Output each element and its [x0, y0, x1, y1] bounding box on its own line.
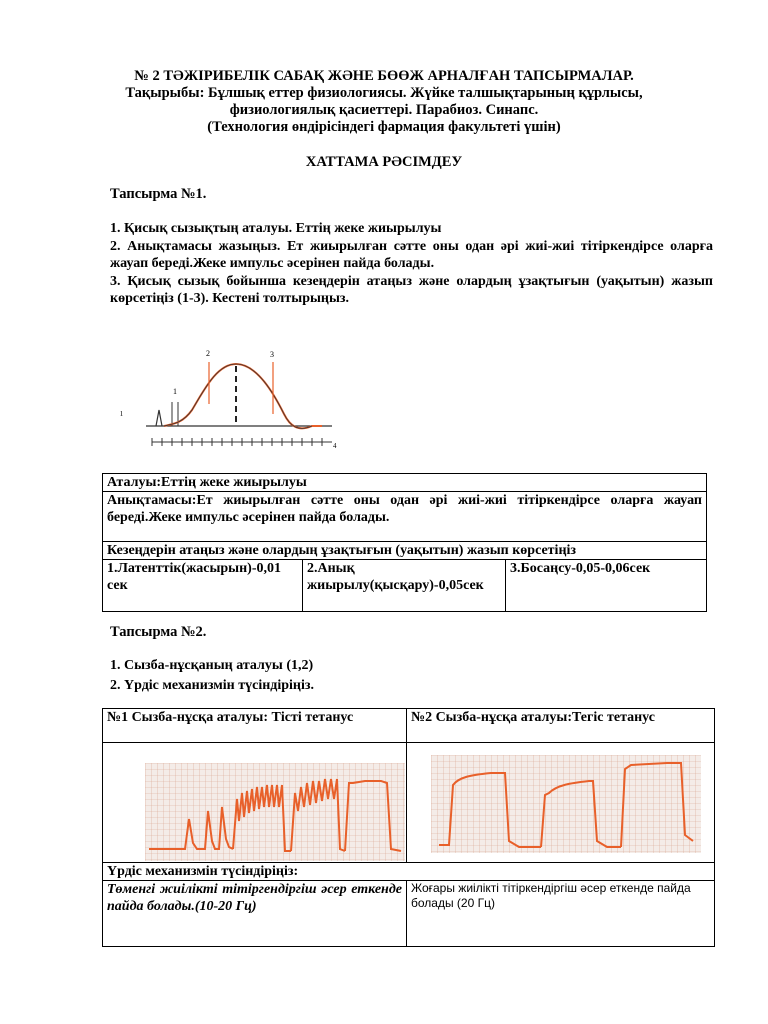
smooth-tetanus-recording — [431, 755, 701, 853]
header-line-1: № 2 ТӘЖІРИБЕЛІК САБАҚ ЖӘНЕ БӨӨЖ АРНАЛҒАН ТАПСЫРМАЛАР. — [134, 68, 634, 84]
serrated-tetanus-cell — [103, 743, 407, 863]
protocol-title: ХАТТАМА РӘСІМДЕУ — [305, 154, 463, 170]
twitch-curve — [164, 364, 322, 428]
figure-label-4: 4 — [333, 442, 337, 450]
table1-phase-1: 1.Латенттік(жасырын)-0,01 сек — [103, 560, 303, 612]
figure-label-2: 2 — [206, 349, 210, 358]
table1-phase-3: 3.Босаңсу-0,05-0,06сек — [506, 560, 707, 612]
figure-label-3: 3 — [270, 350, 274, 359]
muscle-twitch-curve-figure — [112, 344, 342, 454]
task2-items — [110, 656, 713, 696]
serrated-tetanus-recording — [145, 763, 405, 861]
task2-table — [102, 708, 715, 947]
document-header — [100, 68, 668, 136]
task2-item-1: 1. Сызба-нұсқаның аталуы (1,2) — [110, 658, 314, 673]
figure-label-1: 1 — [173, 387, 177, 396]
task1-table — [102, 473, 707, 612]
figure-label-left: ı — [120, 407, 124, 419]
task1-item-3: 3. Қисық сызық бойынша кезеңдерін атаңыз және олардың ұзақтығын (уақытын) жазып көрсетіңіз (1-3). Кестені толтырыңыз. — [110, 273, 713, 306]
table2-col2-header: №2 Сызба-нұсқа аталуы:Тегіс тетанус — [407, 709, 715, 743]
time-axis-ticks — [152, 438, 332, 446]
mechanism-1: Төменгі жиілікті тітіргендіргіш әсер еткенде пайда болады.(10-20 Гц) — [103, 881, 407, 947]
table1-definition-cell: Анықтамасы:Ет жиырылған сәтте оны одан әрі жиі-жиі тітіркендірсе оларға жауап береді.Жеке импульс әсерінен пайда болады. — [103, 492, 707, 542]
mechanism-2: Жоғары жиілікті тітіркендіргіш әсер еткенде пайда болады (20 Гц) — [407, 881, 715, 947]
stimulus-mark — [156, 410, 162, 426]
mechanism-header: Үрдіс механизмін түсіндіріңіз: — [103, 863, 715, 881]
table2-col1-header: №1 Сызба-нұсқа аталуы: Тісті тетанус — [103, 709, 407, 743]
header-line-4: (Технология өндірісіндегі фармация факультеті үшін) — [207, 119, 561, 135]
task1-item-1: 1. Қисық сызықтың аталуы. Еттің жеке жиырылуы — [110, 221, 442, 236]
task2-title: Тапсырма №2. — [110, 624, 207, 640]
table1-phases-header: Кезеңдерін атаңыз және олардың ұзақтығын (уақытын) жазып көрсетіңіз — [103, 542, 707, 560]
header-line-3: физиологиялық қасиеттері. Парабиоз. Синапс. — [229, 102, 539, 118]
smooth-tetanus-cell — [407, 743, 715, 863]
header-line-2: Тақырыбы: Бұлшық еттер физиологиясы. Жүйке талшықтарының құрлысы, — [125, 85, 643, 101]
task2-item-2: 2. Үрдіс механизмін түсіндіріңіз. — [110, 678, 315, 693]
task1-item-2: 2. Анықтамасы жазыңыз. Ет жиырылған сәтте оны одан әрі жиі-жиі тітіркендірсе оларға жауап береді.Жеке импульс әсерінен пайда болады. — [110, 238, 713, 271]
task1-items — [110, 220, 713, 308]
table1-name-cell: Аталуы:Еттің жеке жиырылуы — [103, 474, 707, 492]
table1-phase-2: 2.Анық жиырылу(қысқару)-0,05сек — [303, 560, 506, 612]
task1-title: Тапсырма №1. — [110, 186, 207, 202]
